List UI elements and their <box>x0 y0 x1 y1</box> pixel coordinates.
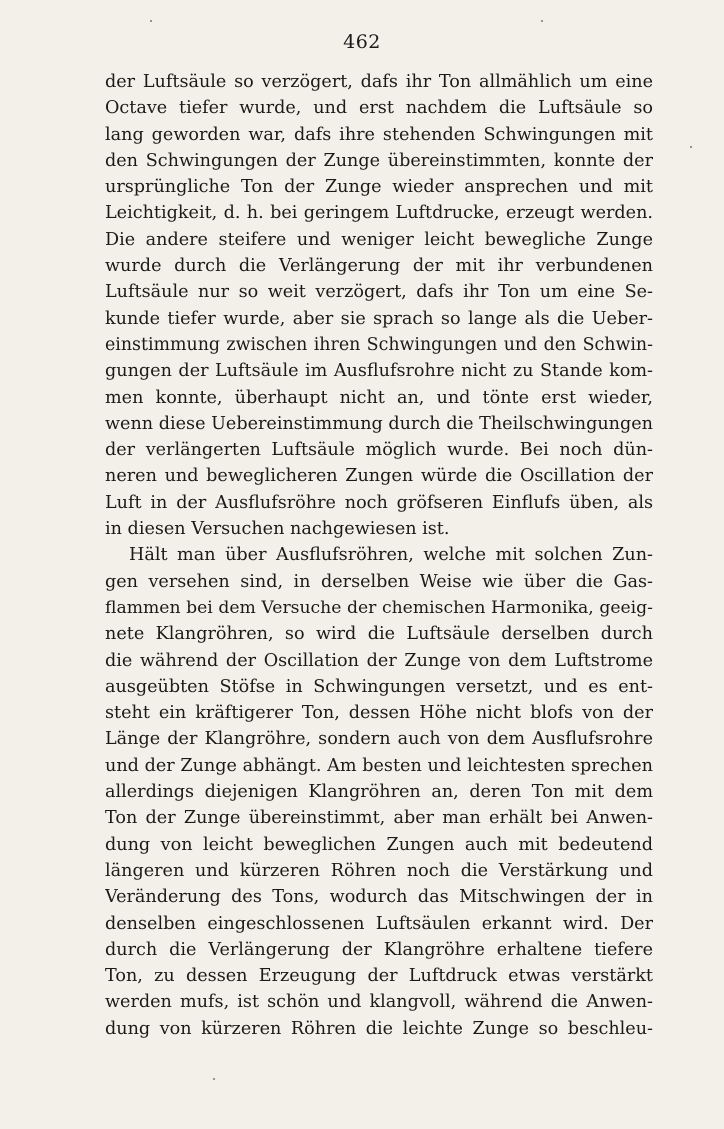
text-line: wurde durch die Verlängerung der mit ihr verbundenen <box>105 256 653 277</box>
text-line: gen versehen sind, in derselben Weise wie über die Gas- <box>105 571 653 592</box>
text-line: Veränderung des Tons, wodurch das Mitschwingen der in <box>105 887 653 908</box>
text-line: Ton der Zunge übereinstimmt, aber man erhält bei Anwen- <box>105 808 653 829</box>
scan-speck <box>213 1078 215 1080</box>
text-line: kunde tiefer wurde, aber sie sprach so lange als die Ueber- <box>105 308 653 329</box>
text-line: wenn diese Uebereinstimmung durch die Theilschwingungen <box>105 413 653 434</box>
text-line: der Luftsäule so verzögert, dafs ihr Ton allmählich um eine <box>105 72 653 92</box>
text-line: gungen der Luftsäule im Ausflufsrohre nicht zu Stande kom- <box>105 361 653 382</box>
text-line: denselben eingeschlossenen Luftsäulen erkannt wird. Der <box>105 913 653 934</box>
text-line: flammen bei dem Versuche der chemischen Harmonika, geeig- <box>105 597 653 618</box>
text-line: Leichtigkeit, d. h. bei geringem Luftdrucke, erzeugt werden. <box>105 203 653 224</box>
text-line: Hält man über Ausflufsröhren, welche mit solchen Zun- <box>129 545 653 566</box>
text-line: Länge der Klangröhre, sondern auch von dem Ausflufsrohre <box>105 729 653 750</box>
text-line: ausgeübten Stöfse in Schwingungen versetzt, und es ent- <box>105 676 653 697</box>
text-line: Ton, zu dessen Erzeugung der Luftdruck etwas verstärkt <box>105 966 653 987</box>
scan-speck <box>150 20 152 22</box>
text-line: Luftsäule nur so weit verzögert, dafs ihr Ton um eine Se- <box>105 282 653 303</box>
text-line: allerdings diejenigen Klangröhren an, deren Ton mit dem <box>105 782 653 803</box>
text-line: lang geworden war, dafs ihre stehenden Schwingungen mit <box>105 124 653 145</box>
text-line: der verlängerten Luftsäule möglich wurde. Bei noch dün- <box>105 440 653 461</box>
text-line: einstimmung zwischen ihren Schwingungen und den Schwin- <box>105 334 653 355</box>
text-line: Octave tiefer wurde, und erst nachdem die Luftsäule so <box>105 98 653 119</box>
body-text <box>105 69 653 1042</box>
scan-speck <box>690 146 692 148</box>
text-line: den Schwingungen der Zunge übereinstimmten, konnte der <box>105 150 653 171</box>
text-line: Luft in der Ausflufsröhre noch gröfseren Einflufs üben, als <box>105 492 653 513</box>
text-line: werden mufs, ist schön und klangvoll, während die Anwen- <box>105 992 653 1013</box>
text-line: men konnte, überhaupt nicht an, und tönte erst wieder, <box>105 387 653 408</box>
text-line: nete Klangröhren, so wird die Luftsäule derselben durch <box>105 624 653 645</box>
text-line: ursprüngliche Ton der Zunge wieder ansprechen und mit <box>105 177 653 198</box>
scan-speck <box>541 20 543 22</box>
text-line: längeren und kürzeren Röhren noch die Verstärkung und <box>105 860 653 881</box>
text-line: und der Zunge abhängt. Am besten und leichtesten sprechen <box>105 755 653 776</box>
text-line: neren und beweglicheren Zungen würde die Oscillation der <box>105 466 653 487</box>
page-number: 462 <box>343 31 381 53</box>
text-line: dung von kürzeren Röhren die leichte Zunge so beschleu- <box>105 1018 653 1039</box>
text-line: durch die Verlängerung der Klangröhre erhaltene tiefere <box>105 939 653 960</box>
text-line: steht ein kräftigerer Ton, dessen Höhe nicht blofs von der <box>105 703 653 724</box>
text-line: dung von leicht beweglichen Zungen auch mit bedeutend <box>105 834 653 855</box>
text-line: in diesen Versuchen nachgewiesen ist. <box>105 519 450 540</box>
text-line: Die andere steifere und weniger leicht bewegliche Zunge <box>105 229 653 250</box>
text-line: die während der Oscillation der Zunge von dem Luftstrome <box>105 650 653 671</box>
